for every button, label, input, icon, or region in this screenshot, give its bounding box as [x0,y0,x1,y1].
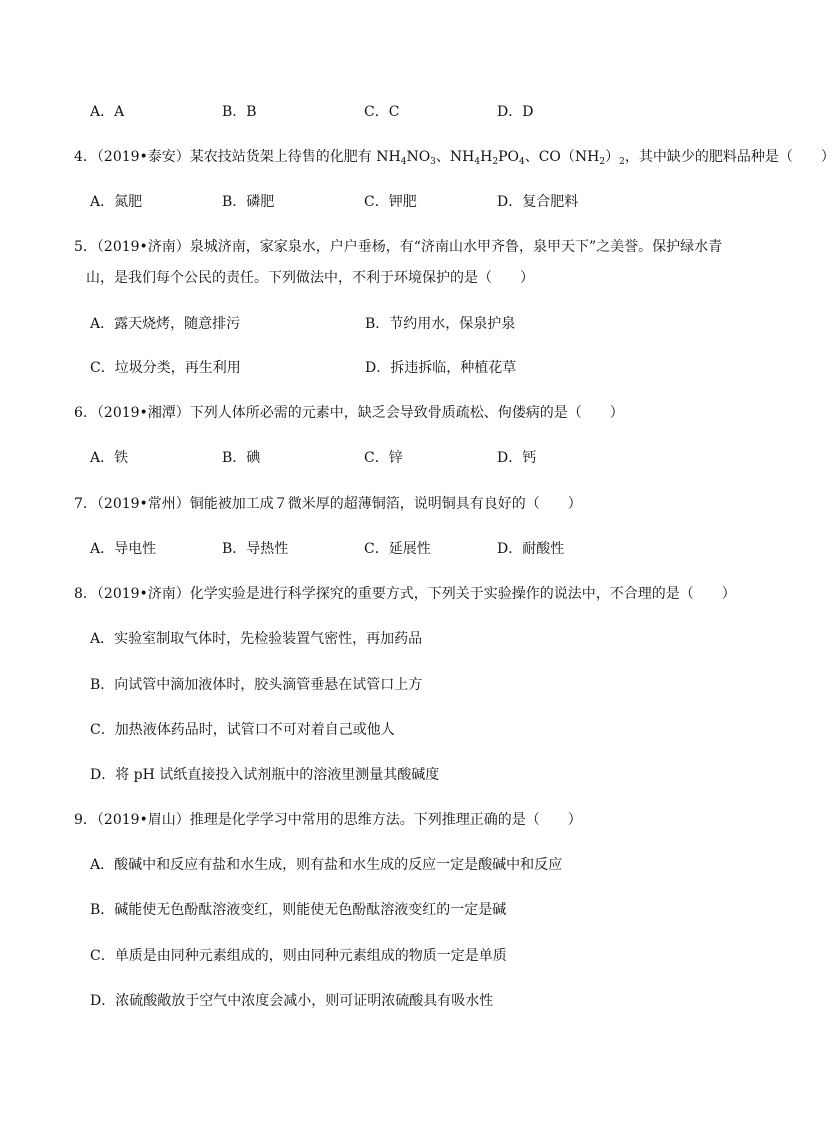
q5-stem-line1: 5．（2019•济南）泉城济南，家家泉水，户户垂杨，有“济南山水甲齐鲁，泉甲天下”之美誉。保护绿水青 [74,239,723,255]
q6-stem: 6．（2019•湘潭）下列人体所必需的元素中，缺乏会导致骨质疏松、佝偻病的是（ ） [74,405,624,421]
q7-option-b: B．导热性 [222,541,289,557]
q6-option-b: B．碘 [222,450,261,466]
q9-option-d: D．浓硫酸敞放于空气中浓度会减小，则可证明浓硫酸具有吸水性 [90,993,494,1009]
q9-stem: 9．（2019•眉山）推理是化学学习中常用的思维方法。下列推理正确的是（ ） [74,812,582,828]
q9-option-a: A．酸碱中和反应有盐和水生成，则有盐和水生成的反应一定是酸碱中和反应 [90,857,563,873]
q6-option-d: D．钙 [497,450,537,466]
q5-option-d: D．拆违拆临，种植花草 [365,360,517,376]
q8-option-b: B．向试管中滴加液体时，胶头滴管垂悬在试管口上方 [90,677,423,693]
q6-option-c: C．锌 [364,450,403,466]
q8-stem: 8．（2019•济南）化学实验是进行科学探究的重要方式，下列关于实验操作的说法中，不合理的是（ ） [74,586,736,602]
q8-option-c: C．加热液体药品时，试管口不可对着自己或他人 [90,722,395,738]
q7-option-c: C．延展性 [364,541,431,557]
q4-option-d: D．复合肥料 [497,194,579,210]
q4-option-b: B．磷肥 [222,194,275,210]
q8-option-d: D．将 pH 试纸直接投入试剂瓶中的溶液里测量其酸碱度 [90,767,440,783]
q7-stem: 7．（2019•常州）铜能被加工成７微米厚的超薄铜箔，说明铜具有良好的（ ） [74,496,582,512]
q3-option-d: D．D [497,104,534,120]
q5-stem-line2: 山，是我们每个公民的责任。下列做法中，不利于环境保护的是（ ） [86,270,534,286]
q9-option-c: C．单质是由同种元素组成的，则由同种元素组成的物质一定是单质 [90,948,507,964]
q5-option-c: C．垃圾分类，再生利用 [90,360,241,376]
q5-option-a: A．露天烧烤，随意排污 [90,316,241,332]
q3-option-a: A．A [90,104,125,120]
q7-option-d: D．耐酸性 [497,541,565,557]
q5-option-b: B．节约用水，保泉护泉 [365,316,516,332]
q9-option-b: B．碱能使无色酚酞溶液变红，则能使无色酚酞溶液变红的一定是碱 [90,902,507,918]
q7-option-a: A．导电性 [90,541,157,557]
q4-option-c: C．钾肥 [364,194,417,210]
q4-option-a: A．氮肥 [90,194,143,210]
q6-option-a: A．铁 [90,450,129,466]
q3-option-b: B．B [222,104,257,120]
q4-stem: 4．（2019•泰安）某农技站货架上待售的化肥有 $NH_4NO_3$、$NH_4H_2PO_4$、$CO(NH_2)_2$，其中缺少的肥料品种是（ ） [74,149,835,167]
q8-option-a: A．实验室制取气体时，先检验装置气密性，再加药品 [90,631,423,647]
q3-option-c: C．C [364,104,400,120]
